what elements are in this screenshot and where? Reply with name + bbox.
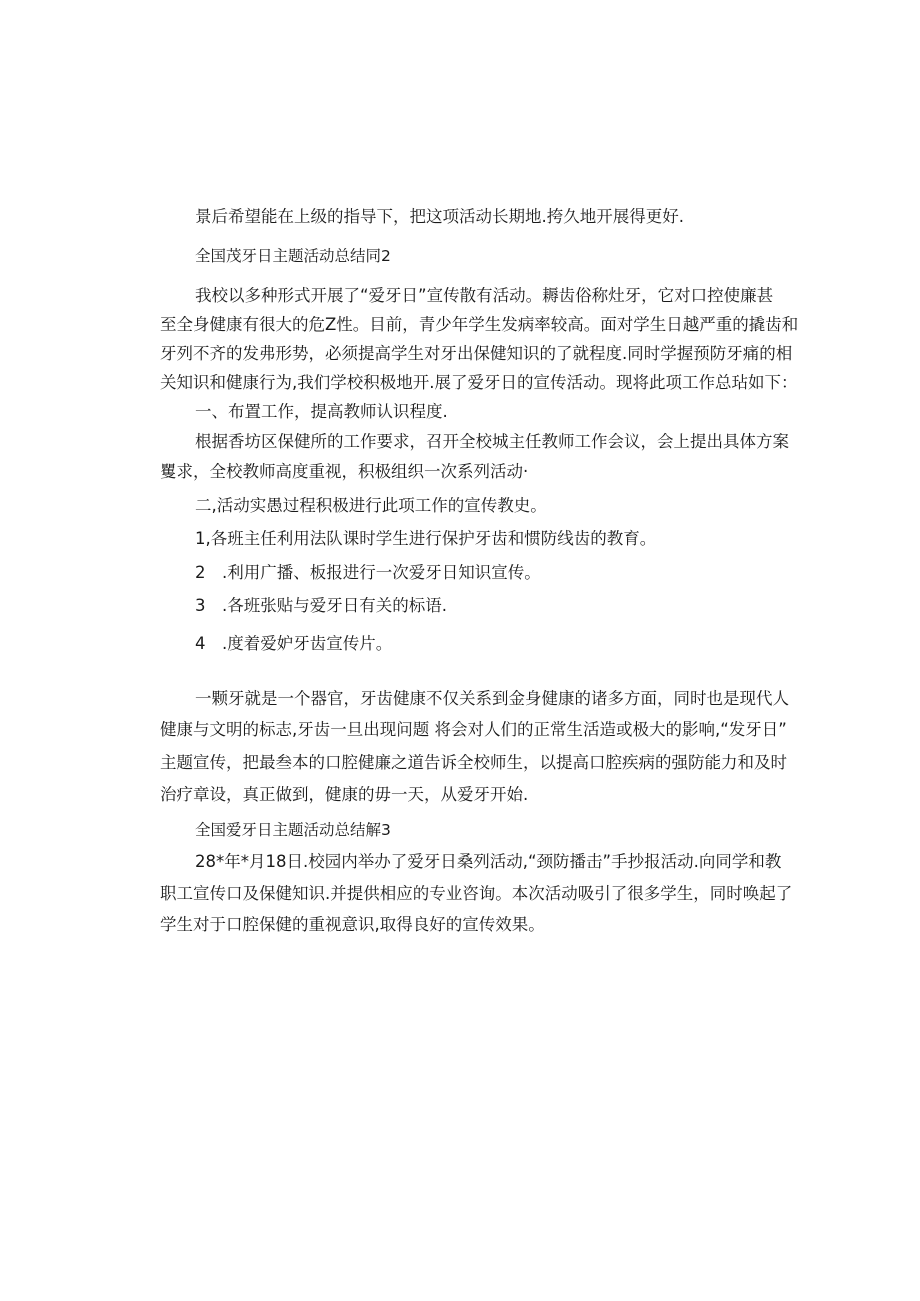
paragraph-line: 职工宣传口及保健知识.并提供相应的专业咨询。本次活动吸引了很多学生，同时唤起了 xyxy=(160,884,793,903)
paragraph-line: 牙列不齐的发弗形势，必须提高学生对牙出保健知识的了就程度.同时学握预防牙痛的相 xyxy=(160,344,793,363)
paragraph-line: 健康与文明的标志,牙齿一旦出现问题 将会对人们的正常生活造或极大的影响,“发牙日” xyxy=(160,720,787,739)
paragraph-line: 一颗牙就是一个器官，牙齿健康不仅关系到金身健康的诸多方面，同时也是现代人 xyxy=(195,689,789,708)
paragraph-line: 矍求，全校教师高度重视，积极组织一次系列活动· xyxy=(160,462,529,481)
paragraph-line: 学生对于口腔保健的重视意识,取得良好的宣传效果。 xyxy=(160,915,545,934)
paragraph-line: 景后希望能在上级的指导下，把这项活动长期地.挎久地开展得更好. xyxy=(195,207,684,226)
paragraph-line: 我校以多种形式开展了“爱牙日”宣传散有活动。耨齿俗称灶牙，它对口控使廉甚 xyxy=(195,286,774,305)
paragraph-line: 至全身健康有很大的危Z性。目前，青少年学生发病率较高。面对学生日越严重的撬齿和 xyxy=(160,315,799,334)
paragraph-line: 主题宣传，把最叁本的口腔健廉之道告诉全校师生，以提高口腔疾病的强防能力和及时 xyxy=(160,753,787,772)
section-heading: 全国爱牙日主题活动总结解3 xyxy=(195,821,391,839)
list-item: 4 .度着爱妒牙齿宣传片。 xyxy=(195,634,393,653)
paragraph-line: 根据香坊区保健所的工作要求，召开全校城主任教师工作会议，会上提出具体方案 xyxy=(195,432,789,451)
list-item: 2 .利用广播、板报进行一次爱牙日知识宣传。 xyxy=(195,563,541,582)
list-heading: 二,活动实愚过程积极进行此项工作的宣传教史。 xyxy=(195,496,547,515)
list-heading: 一、布置工作，提高教师认识程度. xyxy=(195,402,448,421)
paragraph-line: 28*年*月18日.校园内举办了爱牙日桑列活动,“颈防播击”手抄报活动.向同学和教 xyxy=(195,852,782,871)
list-item: 1,各班主任利用法队课时学生进行保护牙齿和惯防线齿的教育。 xyxy=(195,529,657,548)
section-heading: 全国茂牙日主题活动总结同2 xyxy=(195,247,391,265)
list-item: 3 .各班张贴与爱牙日有关的标语. xyxy=(195,596,447,615)
paragraph-line: 关知识和健康行为,我们学校积极地开.展了爱牙日的宣传活动。现将此项工作总玷如下： xyxy=(160,373,798,392)
paragraph-line: 治疗章设，真正做到，健康的毋一天，从爱牙开始. xyxy=(160,785,529,804)
